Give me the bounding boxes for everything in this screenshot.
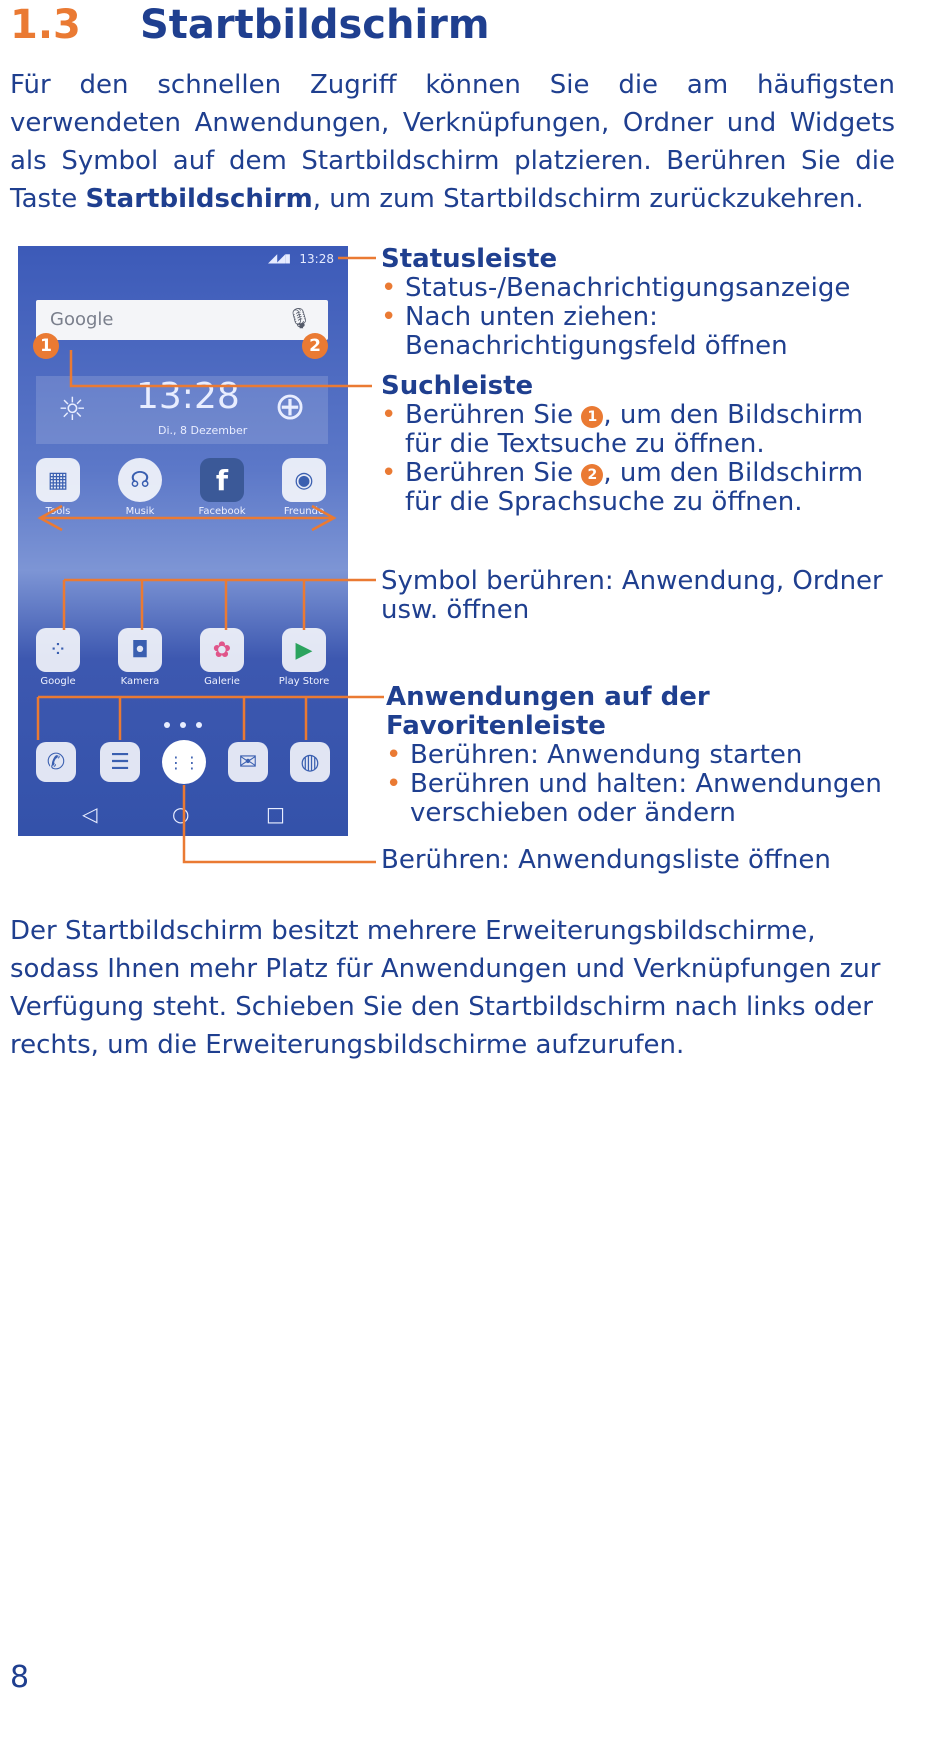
intro-bold: Startbildschirm (85, 184, 313, 214)
favoriten-title-2: Favoritenleiste (386, 711, 606, 741)
outro-paragraph: Der Startbildschirm besitzt mehrere Erweiterungsbildschirme, sodass Ihnen mehr Platz für Anwendungen und Verknüpfungen zur Verfügung steht. Schieben Sie den Startbildschirm nach links oder rechts, um die Erweiterungsbildschirme aufzurufen. (10, 916, 881, 1060)
headphones-icon: ☊ (130, 467, 150, 493)
callout-anwendungsliste: Berühren: Anwendungsliste öffnen (381, 845, 831, 875)
all-apps-icon: ⋮⋮ (168, 752, 200, 772)
callout-symbol (381, 567, 883, 625)
symbol-line-2: usw. öffnen (381, 595, 530, 625)
widget-clock-time: 13:28 (136, 376, 240, 417)
favoriten-bullet-1: • Berühren: Anwendung starten (386, 741, 882, 770)
phone-icon: ✆ (46, 749, 66, 775)
intro-text-after: , um zum Startbildschirm zurückzukehren. (312, 184, 864, 214)
inline-badge-one: 1 (581, 406, 603, 428)
favoriten-title-1: Anwendungen auf der (386, 682, 710, 712)
callout-suchleiste (381, 372, 863, 517)
badge-one: 1 (33, 333, 59, 359)
messages-icon: ☰ (110, 749, 130, 775)
intro-text-before: Für den schnellen Zugriff können Sie die am häufigsten verwendeten Anwendungen, Verknüpfungen, Ordner und Widgets als Symbol auf dem Startbildschirm platzieren. Berühren Sie die Taste (10, 70, 895, 214)
camera-icon: ◘ (131, 637, 149, 663)
gallery-icon: ✿ (212, 637, 232, 663)
favoriten-bullet-2: • Berühren und halten: Anwendungen (386, 770, 882, 799)
widget-clock-date: Di., 8 Dezember (158, 424, 248, 437)
app-label-galerie: Galerie (204, 676, 240, 687)
statusleiste-bullet-2-cont: Benachrichtigungsfeld öffnen (405, 331, 788, 361)
browser-icon: ◍ (300, 749, 320, 775)
statusleiste-title: Statusleiste (381, 244, 558, 274)
microphone-icon[interactable]: 🎙︎ (286, 306, 312, 330)
app-label-tools: Tools (45, 506, 71, 517)
status-time: 13:28 (299, 252, 334, 266)
suchleiste-line (71, 350, 372, 386)
suchleiste-b2-pre: Berühren Sie (405, 458, 582, 488)
page-number: 8 (10, 1660, 30, 1695)
suchleiste-b2-post: , um den Bildschirm (603, 458, 864, 488)
back-icon[interactable]: ◁ (82, 802, 98, 826)
suchleiste-b1-pre: Berühren Sie (405, 400, 582, 430)
home-icon[interactable]: ○ (172, 802, 190, 826)
statusleiste-bullet-1: • Status-/Benachrichtigungsanzeige (381, 274, 850, 303)
app-label-freunde: Freunde (283, 506, 325, 517)
weather-sun-icon: ☼ (58, 390, 87, 428)
suchleiste-bullet-1 (381, 401, 863, 430)
app-label-play-store: Play Store (278, 676, 330, 687)
callout-favoritenleiste (386, 683, 882, 828)
suchleiste-bullet-1-cont: für die Textsuche zu öffnen. (405, 429, 765, 459)
app-label-google: Google (40, 676, 76, 687)
toolbox-icon: ▦ (47, 467, 69, 493)
callout-statusleiste (381, 245, 850, 361)
google-folder-icon: ⁘ (48, 637, 68, 663)
signal-icon: ◢◢▮ (267, 251, 290, 265)
symbol-line-1: Symbol berühren: Anwendung, Ordner (381, 566, 883, 596)
add-icon[interactable]: ⊕ (274, 384, 306, 428)
statusleiste-bullet-2: • Nach unten ziehen: (381, 303, 850, 332)
badge-two: 2 (302, 333, 328, 359)
section-title: Startbildschirm (140, 2, 490, 48)
app-label-kamera: Kamera (120, 676, 160, 687)
inline-badge-two: 2 (581, 464, 603, 486)
anwendungsliste-line (184, 785, 376, 862)
suchleiste-b1-post: , um den Bildschirm (603, 400, 864, 430)
favoriten-bullet-2-cont: verschieben oder ändern (410, 798, 736, 828)
suchleiste-bullet-2 (381, 459, 863, 488)
email-icon: ✉ (238, 749, 258, 775)
suchleiste-title: Suchleiste (381, 371, 534, 401)
google-logo: Google (50, 309, 114, 330)
suchleiste-bullet-2-cont: für die Sprachsuche zu öffnen. (405, 487, 803, 517)
friends-folder-icon: ◉ (294, 467, 314, 493)
recent-apps-icon[interactable]: □ (266, 802, 285, 826)
app-label-facebook: Facebook (198, 506, 246, 517)
app-label-musik: Musik (125, 506, 155, 517)
play-store-icon: ▶ (295, 637, 313, 663)
section-number: 1.3 (10, 2, 81, 48)
facebook-icon: f (215, 463, 229, 497)
